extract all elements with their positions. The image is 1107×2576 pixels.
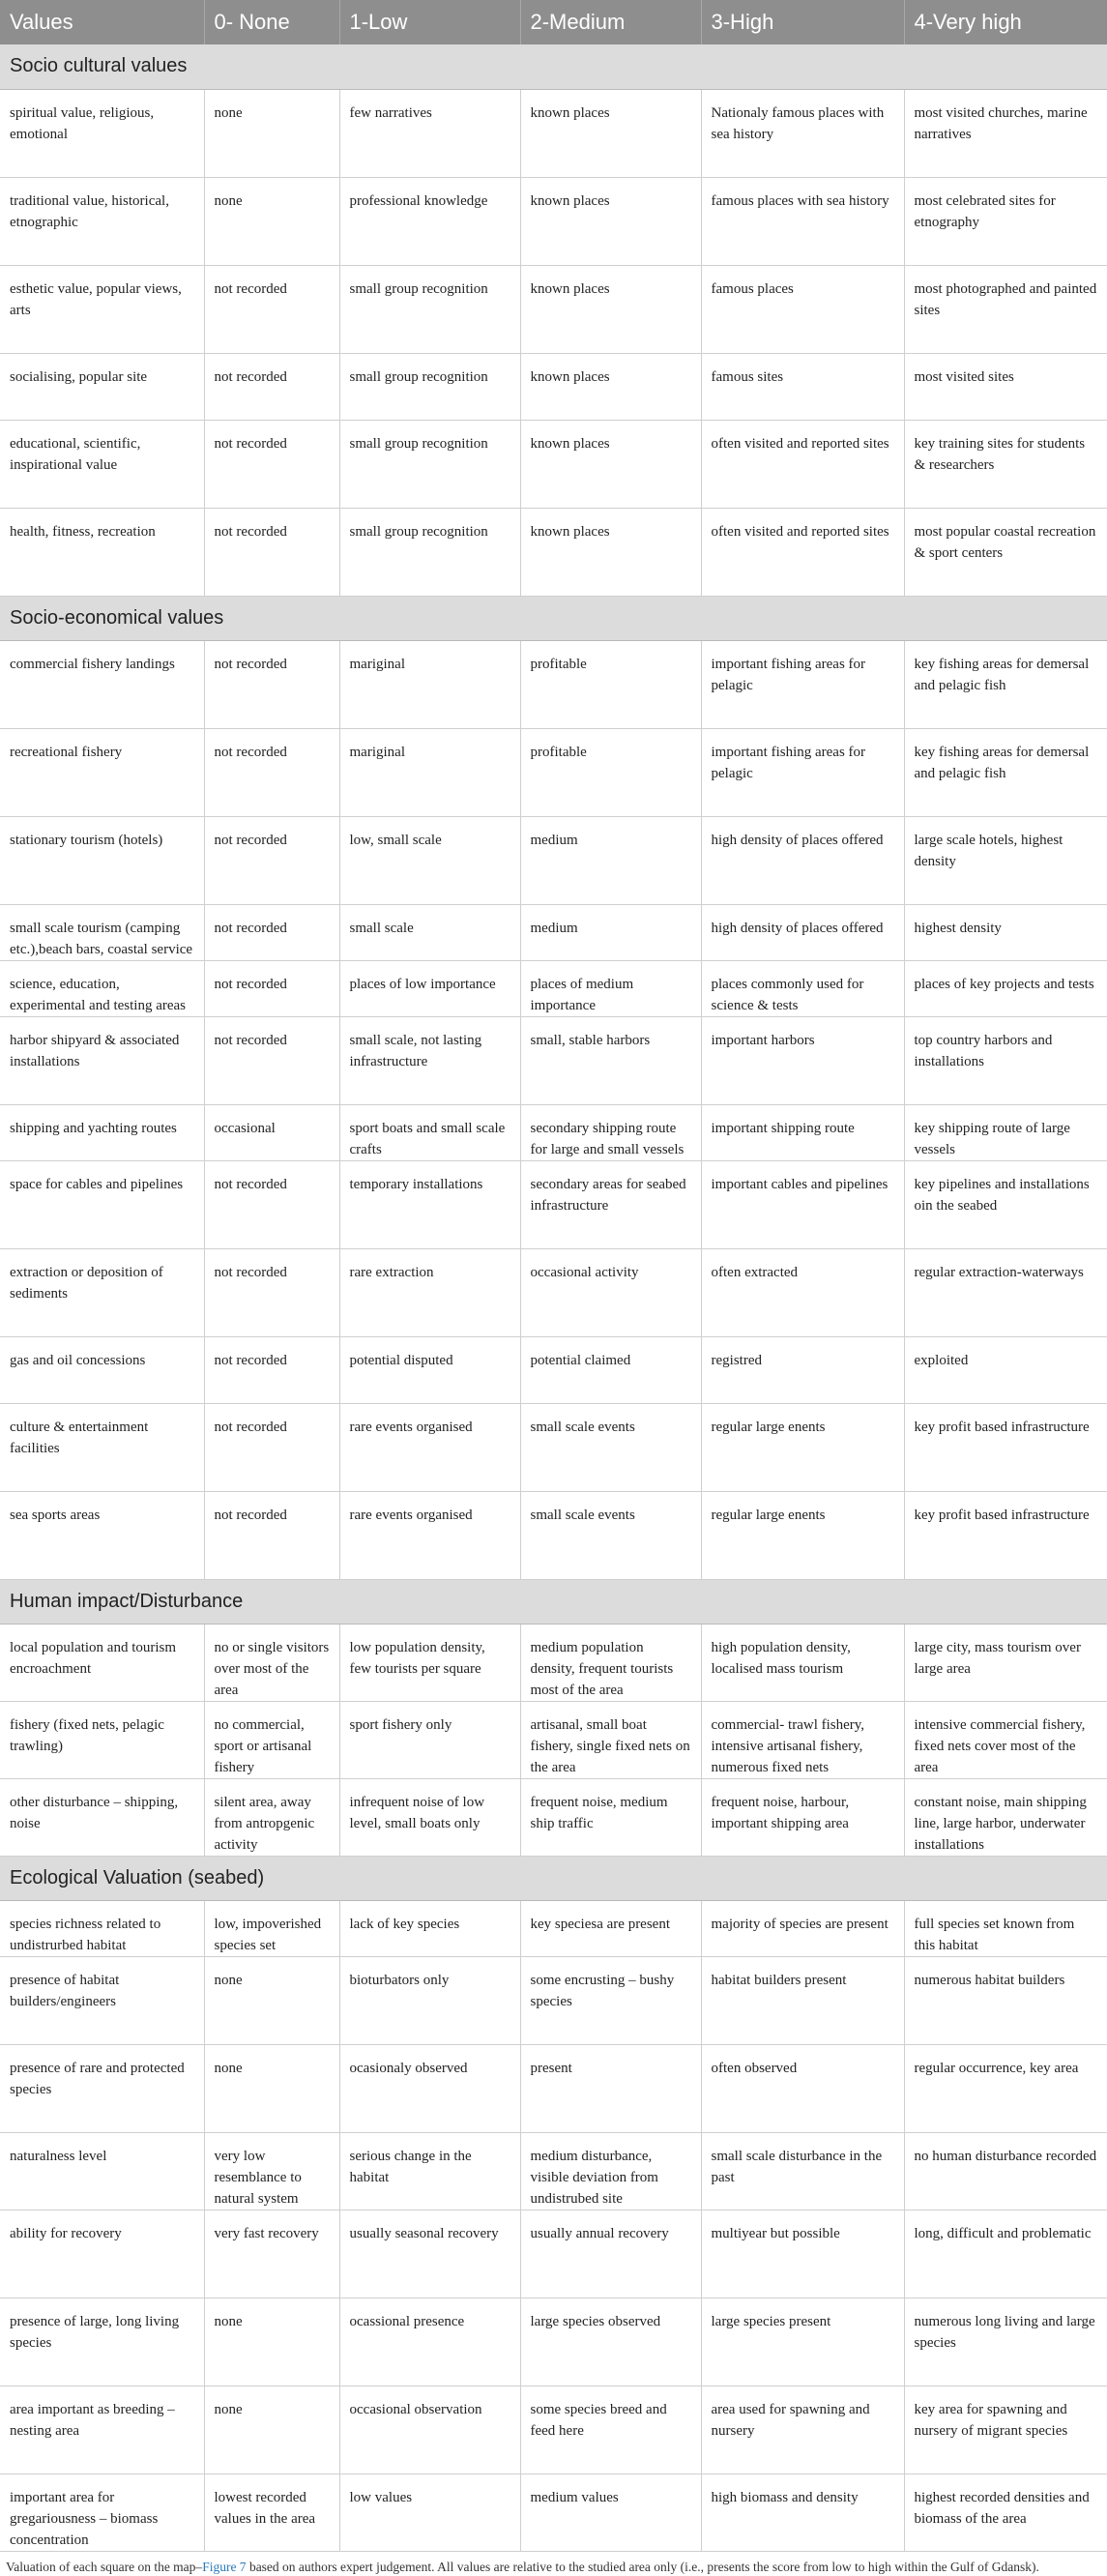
score-very-high-cell: highest density [904, 904, 1107, 960]
score-high-cell: commercial- trawl fishery, intensive artisanal fishery, numerous fixed nets [701, 1701, 904, 1778]
table-body [0, 44, 1107, 2551]
score-very-high-cell: places of key projects and tests [904, 960, 1107, 1016]
value-name-cell: shipping and yachting routes [0, 1104, 204, 1160]
score-very-high-cell: intensive commercial fishery, fixed nets cover most of the area [904, 1701, 1107, 1778]
score-medium-cell: some encrusting – bushy species [520, 1956, 701, 2044]
score-very-high-cell: full species set known from this habitat [904, 1900, 1107, 1956]
score-low-cell: sport fishery only [339, 1701, 520, 1778]
score-low-cell: low population density, few tourists per square [339, 1624, 520, 1701]
score-low-cell: small scale, not lasting infrastructure [339, 1016, 520, 1104]
value-name-cell: small scale tourism (camping etc.),beach bars, coastal service [0, 904, 204, 960]
value-name-cell: important area for gregariousness – biomass concentration [0, 2474, 204, 2551]
table-row [0, 89, 1107, 177]
score-medium-cell: some species breed and feed here [520, 2386, 701, 2474]
score-high-cell: important shipping route [701, 1104, 904, 1160]
score-low-cell: occasional observation [339, 2386, 520, 2474]
header-medium: 2-Medium [520, 0, 701, 44]
score-none-cell: not recorded [204, 420, 339, 508]
score-low-cell: small group recognition [339, 420, 520, 508]
score-medium-cell: frequent noise, medium ship traffic [520, 1778, 701, 1856]
score-very-high-cell: key training sites for students & researchers [904, 420, 1107, 508]
score-very-high-cell: key shipping route of large vessels [904, 1104, 1107, 1160]
table-row [0, 2386, 1107, 2474]
table-row [0, 1403, 1107, 1491]
value-name-cell: recreational fishery [0, 728, 204, 816]
score-none-cell: not recorded [204, 508, 339, 596]
score-none-cell: not recorded [204, 1160, 339, 1248]
score-none-cell: very low resemblance to natural system [204, 2132, 339, 2210]
score-none-cell: not recorded [204, 960, 339, 1016]
score-medium-cell: key speciesa are present [520, 1900, 701, 1956]
table-row [0, 2210, 1107, 2298]
score-high-cell: important fishing areas for pelagic [701, 640, 904, 728]
section-title: Ecological Valuation (seabed) [0, 1856, 1107, 1900]
table-row [0, 2298, 1107, 2386]
score-none-cell: lowest recorded values in the area [204, 2474, 339, 2551]
score-high-cell: often observed [701, 2044, 904, 2132]
score-very-high-cell: top country harbors and installations [904, 1016, 1107, 1104]
score-very-high-cell: most visited churches, marine narratives [904, 89, 1107, 177]
score-medium-cell: profitable [520, 640, 701, 728]
score-high-cell: regular large enents [701, 1403, 904, 1491]
score-high-cell: important cables and pipelines [701, 1160, 904, 1248]
score-very-high-cell: most photographed and painted sites [904, 265, 1107, 353]
score-none-cell: not recorded [204, 1248, 339, 1336]
table-row [0, 1624, 1107, 1701]
score-low-cell: bioturbators only [339, 1956, 520, 2044]
caption-text-before: Valuation of each square on the map– [6, 2559, 203, 2574]
table-row [0, 1491, 1107, 1579]
table-row [0, 1900, 1107, 1956]
score-low-cell: ocassional presence [339, 2298, 520, 2386]
score-high-cell: majority of species are present [701, 1900, 904, 1956]
score-medium-cell: known places [520, 177, 701, 265]
table-row [0, 1336, 1107, 1403]
score-very-high-cell: key pipelines and installations oin the seabed [904, 1160, 1107, 1248]
score-low-cell: few narratives [339, 89, 520, 177]
score-none-cell: not recorded [204, 728, 339, 816]
score-none-cell: none [204, 1956, 339, 2044]
section-title: Socio cultural values [0, 44, 1107, 89]
table-row [0, 1701, 1107, 1778]
score-low-cell: lack of key species [339, 1900, 520, 1956]
score-high-cell: often extracted [701, 1248, 904, 1336]
score-medium-cell: medium population density, frequent tourists most of the area [520, 1624, 701, 1701]
value-name-cell: ability for recovery [0, 2210, 204, 2298]
value-name-cell: naturalness level [0, 2132, 204, 2210]
value-name-cell: gas and oil concessions [0, 1336, 204, 1403]
value-name-cell: socialising, popular site [0, 353, 204, 420]
score-low-cell: low values [339, 2474, 520, 2551]
score-very-high-cell: key fishing areas for demersal and pelagic fish [904, 640, 1107, 728]
score-very-high-cell: most celebrated sites for etnography [904, 177, 1107, 265]
score-none-cell: not recorded [204, 265, 339, 353]
score-high-cell: high biomass and density [701, 2474, 904, 2551]
score-low-cell: serious change in the habitat [339, 2132, 520, 2210]
score-none-cell: none [204, 2044, 339, 2132]
score-very-high-cell: key fishing areas for demersal and pelagic fish [904, 728, 1107, 816]
score-high-cell: places commonly used for science & tests [701, 960, 904, 1016]
caption-text-after: based on authors expert judgement. All values are relative to the studied area only (i.e., presents the score from low to high within the Gulf of Gdansk). [246, 2559, 1039, 2574]
score-none-cell: not recorded [204, 1336, 339, 1403]
score-high-cell: frequent noise, harbour, important shipping area [701, 1778, 904, 1856]
score-medium-cell: known places [520, 353, 701, 420]
score-none-cell: no commercial, sport or artisanal fishery [204, 1701, 339, 1778]
score-high-cell: often visited and reported sites [701, 420, 904, 508]
score-medium-cell: known places [520, 508, 701, 596]
score-medium-cell: known places [520, 265, 701, 353]
score-high-cell: multiyear but possible [701, 2210, 904, 2298]
score-high-cell: famous places with sea history [701, 177, 904, 265]
score-medium-cell: secondary areas for seabed infrastructure [520, 1160, 701, 1248]
score-very-high-cell: exploited [904, 1336, 1107, 1403]
score-medium-cell: occasional activity [520, 1248, 701, 1336]
score-medium-cell: places of medium importance [520, 960, 701, 1016]
score-medium-cell: small scale events [520, 1403, 701, 1491]
table-row [0, 960, 1107, 1016]
score-very-high-cell: large scale hotels, highest density [904, 816, 1107, 904]
table-row [0, 177, 1107, 265]
score-high-cell: small scale disturbance in the past [701, 2132, 904, 2210]
section-header-row [0, 596, 1107, 640]
table-row [0, 728, 1107, 816]
score-very-high-cell: highest recorded densities and biomass of the area [904, 2474, 1107, 2551]
header-very-high: 4-Very high [904, 0, 1107, 44]
score-high-cell: area used for spawning and nursery [701, 2386, 904, 2474]
figure-link[interactable]: Figure 7 [202, 2559, 247, 2574]
score-very-high-cell: most visited sites [904, 353, 1107, 420]
value-name-cell: educational, scientific, inspirational value [0, 420, 204, 508]
score-high-cell: high density of places offered [701, 816, 904, 904]
value-name-cell: esthetic value, popular views, arts [0, 265, 204, 353]
score-low-cell: low, small scale [339, 816, 520, 904]
table-header [0, 0, 1107, 44]
score-none-cell: not recorded [204, 1403, 339, 1491]
score-low-cell: rare events organised [339, 1491, 520, 1579]
score-low-cell: potential disputed [339, 1336, 520, 1403]
score-none-cell: not recorded [204, 640, 339, 728]
score-none-cell: no or single visitors over most of the area [204, 1624, 339, 1701]
score-high-cell: important harbors [701, 1016, 904, 1104]
score-low-cell: small group recognition [339, 508, 520, 596]
score-high-cell: important fishing areas for pelagic [701, 728, 904, 816]
score-low-cell: mariginal [339, 640, 520, 728]
table-row [0, 816, 1107, 904]
header-high: 3-High [701, 0, 904, 44]
score-low-cell: small group recognition [339, 353, 520, 420]
score-very-high-cell: numerous long living and large species [904, 2298, 1107, 2386]
section-header-row [0, 44, 1107, 89]
score-high-cell: Nationaly famous places with sea history [701, 89, 904, 177]
score-low-cell: usually seasonal recovery [339, 2210, 520, 2298]
table-row [0, 1778, 1107, 1856]
score-low-cell: infrequent noise of low level, small boats only [339, 1778, 520, 1856]
score-very-high-cell: constant noise, main shipping line, large harbor, underwater installations [904, 1778, 1107, 1856]
value-name-cell: spiritual value, religious, emotional [0, 89, 204, 177]
score-high-cell: high population density, localised mass tourism [701, 1624, 904, 1701]
score-medium-cell: small scale events [520, 1491, 701, 1579]
score-medium-cell: artisanal, small boat fishery, single fixed nets on the area [520, 1701, 701, 1778]
score-very-high-cell: regular occurrence, key area [904, 2044, 1107, 2132]
score-low-cell: rare events organised [339, 1403, 520, 1491]
score-low-cell: small scale [339, 904, 520, 960]
value-name-cell: area important as breeding – nesting area [0, 2386, 204, 2474]
score-low-cell: professional knowledge [339, 177, 520, 265]
value-name-cell: harbor shipyard & associated installations [0, 1016, 204, 1104]
table-row [0, 2474, 1107, 2551]
score-none-cell: not recorded [204, 1016, 339, 1104]
score-very-high-cell: key profit based infrastructure [904, 1403, 1107, 1491]
header-values: Values [0, 0, 204, 44]
table-row [0, 508, 1107, 596]
score-high-cell: famous places [701, 265, 904, 353]
value-name-cell: traditional value, historical, etnographic [0, 177, 204, 265]
score-none-cell: none [204, 177, 339, 265]
header-row [0, 0, 1107, 44]
table-row [0, 640, 1107, 728]
score-very-high-cell: numerous habitat builders [904, 1956, 1107, 2044]
score-low-cell: temporary installations [339, 1160, 520, 1248]
value-name-cell: sea sports areas [0, 1491, 204, 1579]
score-low-cell: ocasionaly observed [339, 2044, 520, 2132]
score-medium-cell: medium [520, 816, 701, 904]
score-medium-cell: potential claimed [520, 1336, 701, 1403]
section-title: Socio-economical values [0, 596, 1107, 640]
value-name-cell: science, education, experimental and testing areas [0, 960, 204, 1016]
score-very-high-cell: large city, mass tourism over large area [904, 1624, 1107, 1701]
table-row [0, 2044, 1107, 2132]
score-medium-cell: profitable [520, 728, 701, 816]
table-row [0, 1016, 1107, 1104]
value-name-cell: culture & entertainment facilities [0, 1403, 204, 1491]
score-very-high-cell: long, difficult and problematic [904, 2210, 1107, 2298]
score-very-high-cell: most popular coastal recreation & sport centers [904, 508, 1107, 596]
section-header-row [0, 1856, 1107, 1900]
score-none-cell: none [204, 2386, 339, 2474]
score-high-cell: famous sites [701, 353, 904, 420]
score-high-cell: large species present [701, 2298, 904, 2386]
value-name-cell: fishery (fixed nets, pelagic trawling) [0, 1701, 204, 1778]
header-none: 0- None [204, 0, 339, 44]
score-medium-cell: medium values [520, 2474, 701, 2551]
table-row [0, 353, 1107, 420]
score-low-cell: places of low importance [339, 960, 520, 1016]
score-high-cell: registred [701, 1336, 904, 1403]
value-name-cell: presence of habitat builders/engineers [0, 1956, 204, 2044]
score-none-cell: not recorded [204, 816, 339, 904]
score-high-cell: high density of places offered [701, 904, 904, 960]
score-none-cell: very fast recovery [204, 2210, 339, 2298]
value-name-cell: health, fitness, recreation [0, 508, 204, 596]
table-row [0, 1160, 1107, 1248]
header-low: 1-Low [339, 0, 520, 44]
value-name-cell: local population and tourism encroachment [0, 1624, 204, 1701]
value-name-cell: commercial fishery landings [0, 640, 204, 728]
score-none-cell: not recorded [204, 1491, 339, 1579]
score-low-cell: sport boats and small scale crafts [339, 1104, 520, 1160]
value-name-cell: presence of rare and protected species [0, 2044, 204, 2132]
table-row [0, 265, 1107, 353]
score-medium-cell: large species observed [520, 2298, 701, 2386]
score-very-high-cell: no human disturbance recorded [904, 2132, 1107, 2210]
score-very-high-cell: key area for spawning and nursery of migrant species [904, 2386, 1107, 2474]
score-none-cell: occasional [204, 1104, 339, 1160]
table-row [0, 1104, 1107, 1160]
section-title: Human impact/Disturbance [0, 1579, 1107, 1624]
score-medium-cell: medium disturbance, visible deviation from undistrubed site [520, 2132, 701, 2210]
score-medium-cell: known places [520, 420, 701, 508]
score-very-high-cell: key profit based infrastructure [904, 1491, 1107, 1579]
value-name-cell: species richness related to undistrurbed habitat [0, 1900, 204, 1956]
table-row [0, 904, 1107, 960]
score-high-cell: habitat builders present [701, 1956, 904, 2044]
value-name-cell: other disturbance – shipping, noise [0, 1778, 204, 1856]
table-row [0, 420, 1107, 508]
table-caption [0, 2552, 1107, 2576]
table-row [0, 1248, 1107, 1336]
score-medium-cell: usually annual recovery [520, 2210, 701, 2298]
score-medium-cell: small, stable harbors [520, 1016, 701, 1104]
score-low-cell: mariginal [339, 728, 520, 816]
score-none-cell: none [204, 2298, 339, 2386]
score-medium-cell: medium [520, 904, 701, 960]
value-name-cell: stationary tourism (hotels) [0, 816, 204, 904]
section-header-row [0, 1579, 1107, 1624]
score-none-cell: none [204, 89, 339, 177]
score-low-cell: rare extraction [339, 1248, 520, 1336]
score-none-cell: silent area, away from antropgenic activity [204, 1778, 339, 1856]
score-low-cell: small group recognition [339, 265, 520, 353]
score-none-cell: not recorded [204, 904, 339, 960]
value-name-cell: space for cables and pipelines [0, 1160, 204, 1248]
value-name-cell: extraction or deposition of sediments [0, 1248, 204, 1336]
score-very-high-cell: regular extraction-waterways [904, 1248, 1107, 1336]
score-medium-cell: secondary shipping route for large and small vessels [520, 1104, 701, 1160]
table-row [0, 2132, 1107, 2210]
score-medium-cell: known places [520, 89, 701, 177]
value-name-cell: presence of large, long living species [0, 2298, 204, 2386]
table-row [0, 1956, 1107, 2044]
score-medium-cell: present [520, 2044, 701, 2132]
score-none-cell: not recorded [204, 353, 339, 420]
score-high-cell: often visited and reported sites [701, 508, 904, 596]
score-high-cell: regular large enents [701, 1491, 904, 1579]
score-none-cell: low, impoverished species set [204, 1900, 339, 1956]
